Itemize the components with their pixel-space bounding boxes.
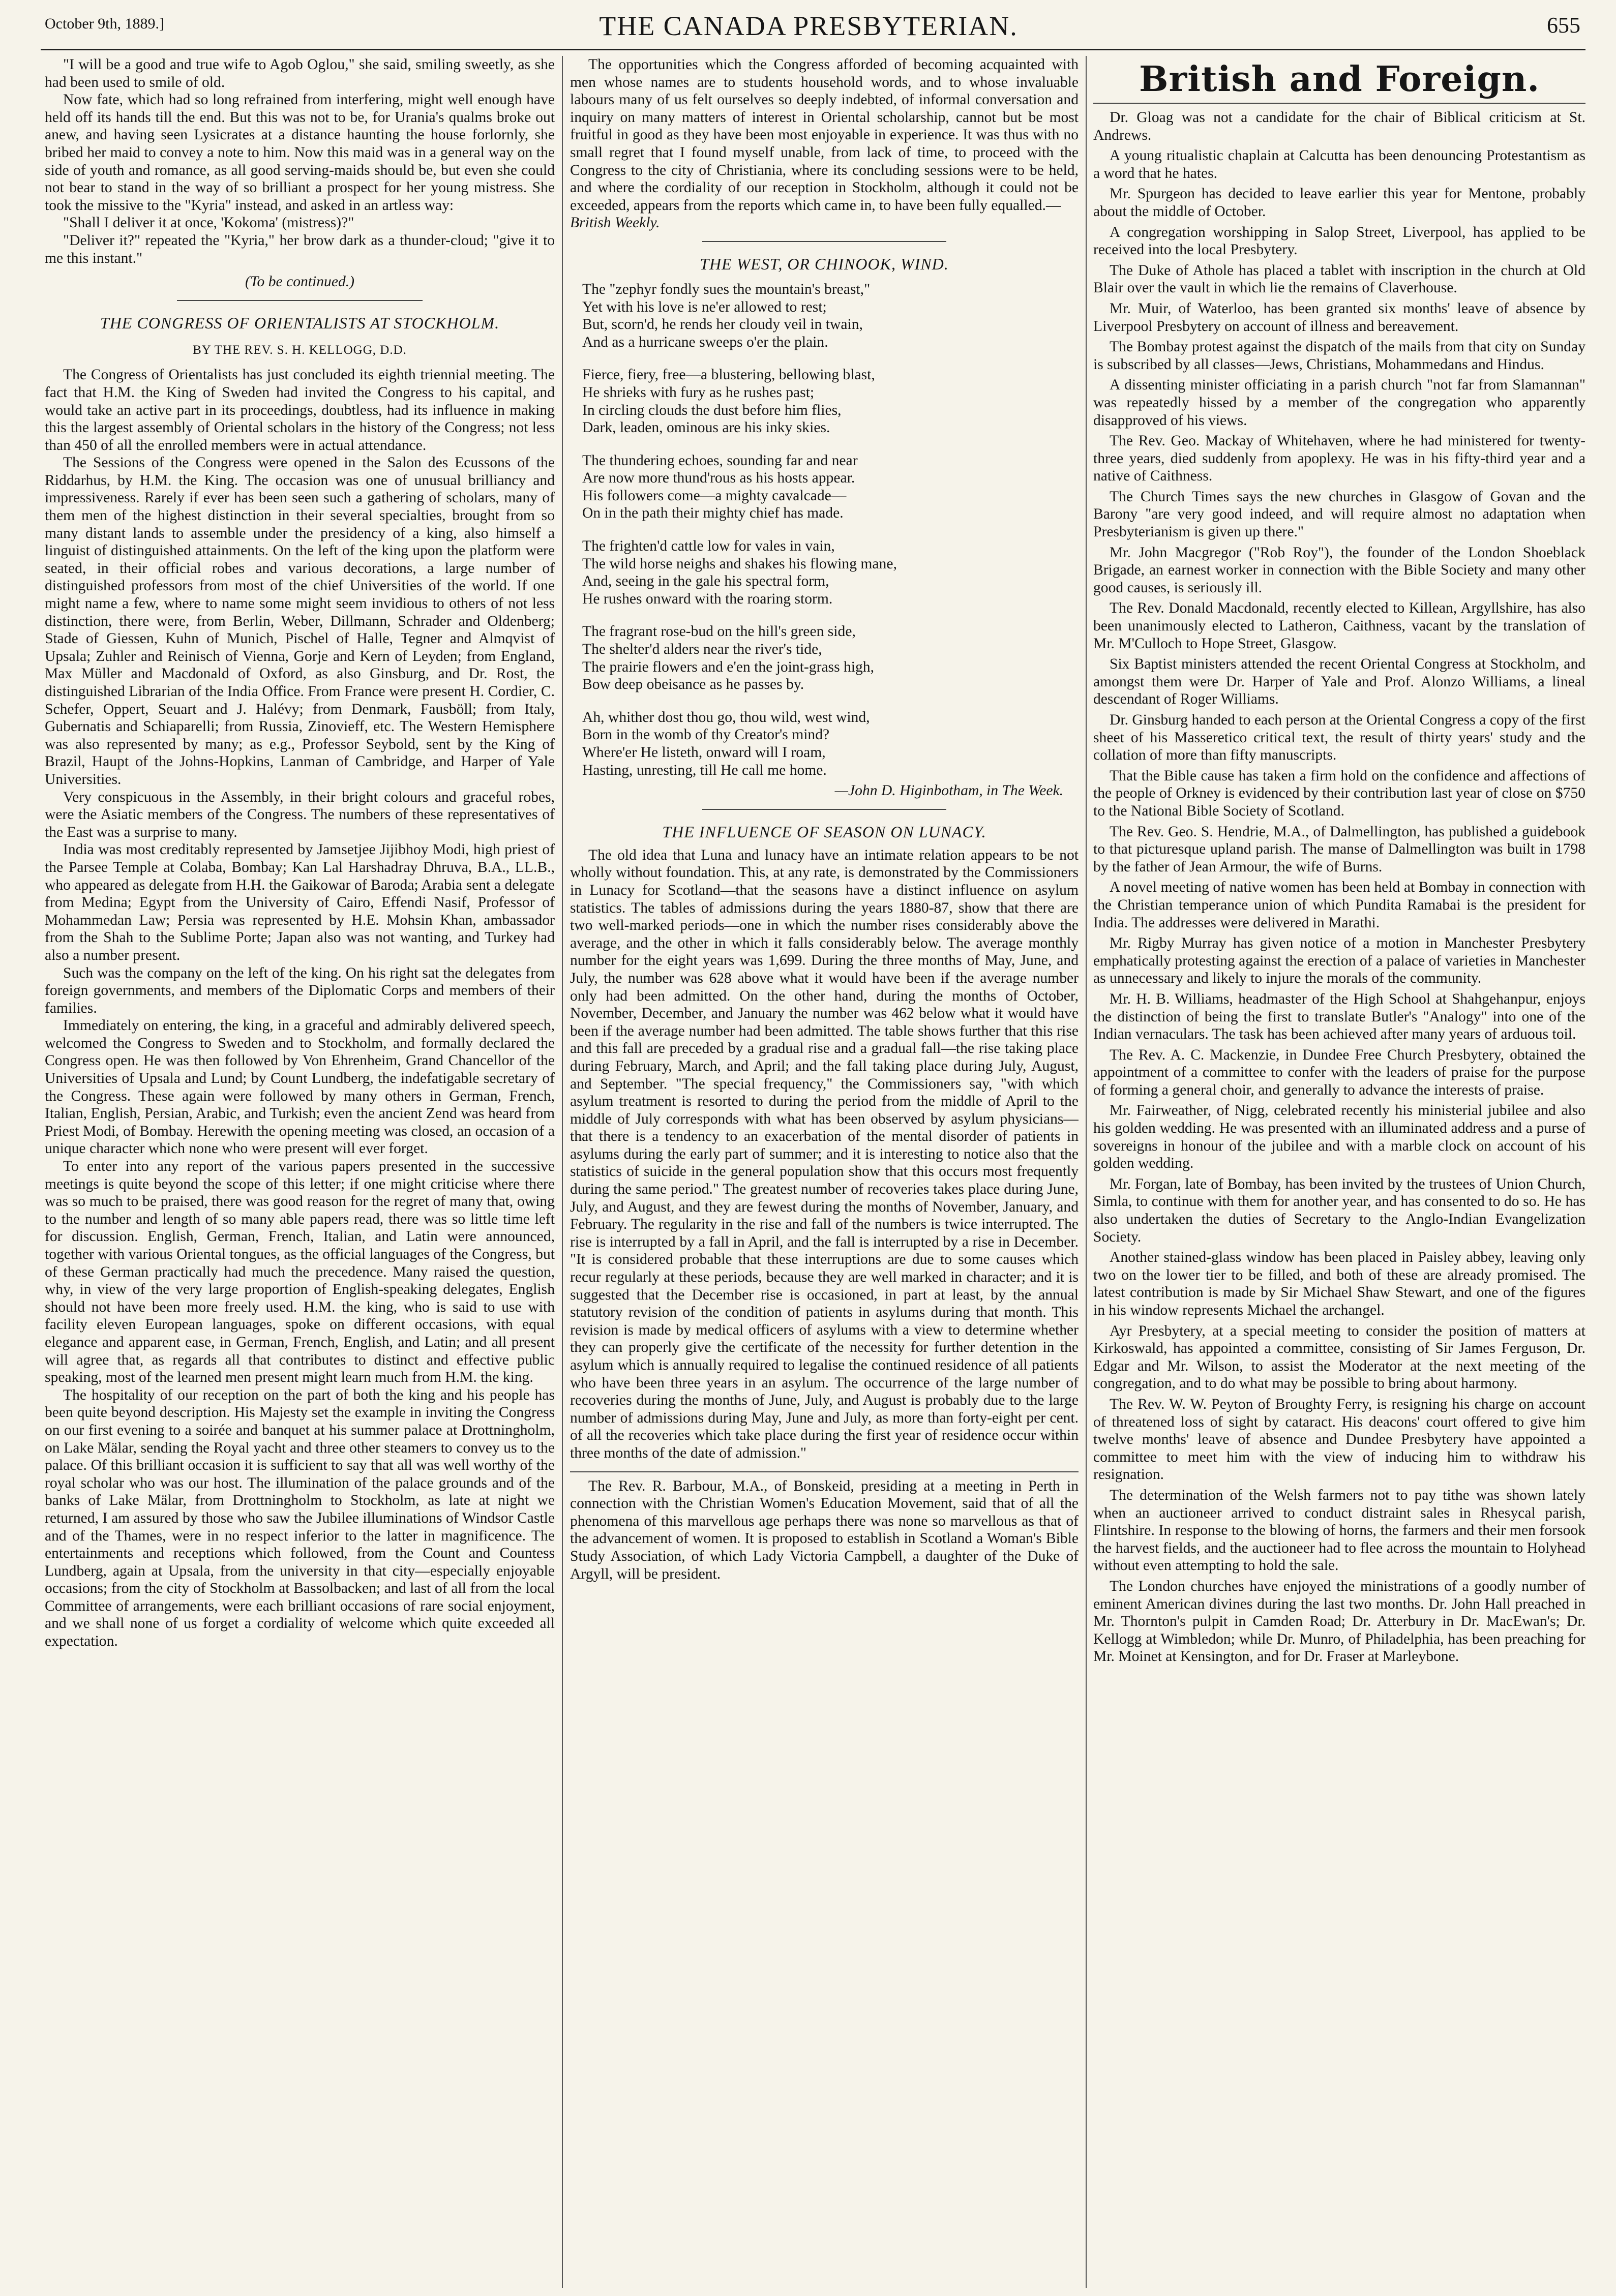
poem-attribution: —John D. Higinbotham, in The Week. [834, 782, 1063, 799]
news-item: Dr. Ginsburg handed to each person at the Oriental Congress a copy of the first sheet of his Masseretico critical text, the result of thirty years' study and the collation of more than fifty manuscripts. [1093, 712, 1585, 764]
section-rule [177, 300, 423, 301]
news-item: A dissenting minister officiating in a parish church "not far from Slamannan" was repeatedly hissed by a member of the congregation who apparently disapproved of his views. [1093, 377, 1585, 429]
poem-line: On in the path their mighty chief has made. [582, 505, 844, 522]
column-divider [562, 56, 563, 2288]
poem-line: His followers come—a mighty cavalcade— [582, 487, 847, 504]
stanza [582, 623, 1079, 693]
poem-line: And, seeing in the gale his spectral form, [582, 573, 829, 590]
poem-line: The thundering echoes, sounding far and near [582, 452, 858, 469]
article-title: THE INFLUENCE OF SEASON ON LUNACY. [662, 822, 986, 841]
poem-line: Fierce, fiery, free—a blustering, bellowing blast, [582, 367, 875, 383]
news-item: Mr. Fairweather, of Nigg, celebrated recently his ministerial jubilee and also his golden wedding. He was presented with an illuminated address and a purse of sovereigns in honour of the jubilee and with a marble clock on account of his golden wedding. [1093, 1102, 1585, 1172]
poem-line: Where'er He listeth, onward will I roam, [582, 744, 826, 761]
poem-line: Yet with his love is ne'er allowed to rest; [582, 298, 827, 315]
stanza [582, 366, 1079, 436]
news-item: The Duke of Athole has placed a tablet with inscription in the church at Old Blair over the vault in which lie the remains of Claverhouse. [1093, 262, 1585, 296]
news-item: The Church Times says the new churches in Glasgow of Govan and the Barony "are very good indeed, and will require almost no adaptation when Presbyterianism is given up there." [1093, 488, 1585, 540]
news-item: Mr. Forgan, late of Bombay, has been invited by the trustees of Union Church, Simla, to continue with them for another year, and has consented to do so. He has also undertaken the duties of Secretary to the Anglo-Indian Evangelization Society. [1093, 1175, 1585, 1245]
news-item: Mr. H. B. Williams, headmaster of the High School at Shahgehanpur, enjoys the distinction of being the first to translate Butler's "Analogy" into one of the Indian vernaculars. The task has been achieved after many years of arduous toil. [1093, 990, 1585, 1043]
poem-line: The "zephyr fondly sues the mountain's breast," [582, 281, 871, 297]
news-items [1093, 109, 1585, 1666]
story-continuation [45, 56, 555, 267]
header-date: October 9th, 1889.] [45, 15, 164, 32]
poem-line: The shelter'd alders near the river's tide, [582, 641, 822, 658]
news-item: Mr. Spurgeon has decided to leave earlier this year for Mentone, probably about the middle of October. [1093, 186, 1585, 220]
paragraph: Very conspicuous in the Assembly, in their bright colours and graceful robes, were the Asiatic members of the Congress. The numbers of these representatives of the East was a surprise to many. [45, 789, 555, 840]
poem [582, 281, 1079, 800]
paragraph: Such was the company on the left of the king. On his right sat the delegates from foreign governments, and members of the Diplomatic Corps and members of their families. [45, 964, 555, 1016]
news-item: The Rev. Donald Macdonald, recently elected to Killean, Argyllshire, has also been unanimously elected to Latheron, Caithness, vacant by the translation of Mr. M'Culloch to Hope Street, Glasgow. [1093, 600, 1585, 652]
section-rule [570, 1471, 1079, 1472]
paragraph: To enter into any report of the various papers presented in the successive meetings is quite beyond the scope of this letter; if one might criticise where there was so much to be praised, there was good reason for the regret of many that, owing to the number and length of so many able papers read, there was so little time left for discussion. English, German, French, Italian, and Latin were announced, together with various Oriental tongues, as the official languages of the Congress, but of these German practically had much the precedence. Many raised the question, why, in view of the very large proportion of English-speaking delegates, English should not have been more freely used. H.M. the king, who is said to use with facility eleven European languages, spoke on different occasions, with equal elegance and apparent ease, in German, French, English, and Latin; and all present will agree that, as regards all that contributes to distinct and effective public speaking, most of the learned men present might learn much from H.M. the king. [45, 1158, 555, 1386]
column-1 [45, 56, 555, 2283]
news-item: Mr. Rigby Murray has given notice of a motion in Manchester Presbytery emphatically protesting against the erection of a palace of varieties in Manchester as unnecessary and likely to injure the morals of the community. [1093, 935, 1585, 987]
news-item: The Bombay protest against the dispatch of the mails from that city on Sunday is subscribed by all classes—Jews, Christians, Mohammedans and Hindus. [1093, 339, 1585, 373]
news-item: Ayr Presbytery, at a special meeting to consider the position of matters at Kirkoswald, has appointed a committee, consisting of Sir James Ferguson, Dr. Edgar and Mr. Wilson, to assist the Moderator at the next meeting of the congregation, and to do what may be possible to bring about harmony. [1093, 1322, 1585, 1392]
section-rule [702, 809, 946, 810]
poem-line: Bow deep obeisance as he passes by. [582, 676, 804, 693]
news-item: The determination of the Welsh farmers not to pay tithe was shown lately when an auctioneer arrived to conduct distraint sales in Rhesycal parish, Flintshire. In response to the blowing of horns, the farmers and their men forsook the harvest fields, and the auctioneer had to flee across the mountain to Holyhead without even attempting to hold the sale. [1093, 1487, 1585, 1574]
paragraph: Immediately on entering, the king, in a graceful and admirably delivered speech, welcomed the Congress to Sweden and to Stockholm, and formally declared the Congress open. He was then followed by Von Ehrenheim, Grand Chancellor of the Universities of Upsala and Lund; by Count Lundberg, the indefatigable secretary of the Congress. These again were followed by many others in German, French, Italian, English, Persian, Arabic, and Turkish; even the ancient Zend was heard from Priest Modi, of Bombay. Herewith the opening meeting was closed, an occasion of a unique character which none who were present will ever forget. [45, 1017, 555, 1157]
poem-line: He rushes onward with the roaring storm. [582, 590, 833, 607]
news-item: The Rev. W. W. Peyton of Broughty Ferry, is resigning his charge on account of threatened loss of sight by cataract. His deacons' court offered to give him twelve months' leave of absence and Dundee Presbytery have appointed a committee to meet him with the view of inducing him to withdraw his resignation. [1093, 1396, 1585, 1483]
paragraph: The Sessions of the Congress were opened in the Salon des Ecussons of the Riddarhus, by H.M. the King. The occasion was one of unusual brilliancy and impressiveness. Rarely if ever has been seen such a gathering of scholars, many of them men of the highest distinction in their several specialties, brought from so many distant lands to assemble under the presidency of a king, also himself a linguist of distinguished attainments. On the left of the king upon the platform were seated, in their official robes and various decorations, a large number of distinguished professors from most of the chief Universities of the world. If one might name a few, where to name some might seem invidious to others of not less distinction, there were, from Berlin, Weber, Dillmann, Schrader and Oldenberg; Stade of Giessen, Kuhn of Munich, Pischel of Halle, Tegner and Almqvist of Upsala; Zuhler and Reinisch of Vienna, Gorje and Kern of Leyden; from England, Max Müller and Macdonald of Oxford, as also Ginsburg, and Dr. Rost, the distinguished Librarian of the India Office. From France were present H. Cordier, C. Schefer, Oppert, Seuart and J. Halévy; from Denmark, Fausböll; from Italy, Gubernatis and Schiaparelli; from Russia, Zinovieff, etc. The Western Hemisphere was also represented by many; as e.g., Professor Seybold, sent by the King of Brazil, Haupt of the Johns-Hopkins, Lanman of Cambridge, and Harper of Yale Universities. [45, 455, 555, 788]
poem-line: He shrieks with fury as he rushes past; [582, 384, 815, 401]
section-rule [1093, 103, 1585, 104]
section-rule [702, 241, 946, 242]
paragraph: "Shall I deliver it at once, 'Kokoma' (mistress)?" [63, 215, 354, 231]
stanza [582, 709, 1079, 779]
news-item: Dr. Gloag was not a candidate for the chair of Biblical criticism at St. Andrews. [1093, 109, 1585, 143]
paragraph: Now fate, which had so long refrained from interfering, might well enough have held off its hands till the end. But this was not to be, for Urania's qualms broke out anew, and having seen Lysicrates at a distance haunting the house forlornly, she bribed her maid to convey a note to him. Now this maid was in a general way on the side of youth and romance, as all good serving-maids should be, but even she could not bear to stand in the way of so brilliant a prospect for her young mistress. She took the missive to the "Kyria" instead, and asked in an artless way: [45, 92, 555, 214]
news-item: The Rev. Geo. S. Hendrie, M.A., of Dalmellington, has published a guidebook to that picturesque upland parish. The manse of Dalmellington was built in 1798 by the father of Jean Armour, the wife of Burns. [1093, 823, 1585, 875]
column-divider [1086, 56, 1087, 2288]
stanza [582, 537, 1079, 608]
news-item: Another stained-glass window has been placed in Paisley abbey, leaving only two on the lower tier to be filled, and both of these are already promised. The latest contribution is made by Sir Michael Shaw Stewart, and one of the figures in his window represents Michael the archangel. [1093, 1249, 1585, 1318]
paragraph: "I will be a good and true wife to Agob Oglou," she said, smiling sweetly, as she had been used to smile of old. [45, 56, 555, 90]
paragraph: "Deliver it?" repeated the "Kyria," her brow dark as a thunder-cloud; "give it to me this instant." [45, 232, 555, 266]
stanza [582, 281, 1079, 351]
stanza [582, 452, 1079, 522]
poem-line: Are now more thund'rous as his hosts appear. [582, 470, 855, 487]
poem-line: And as a hurricane sweeps o'er the plain. [582, 334, 828, 350]
poem-line: Hasting, unresting, till He call me home. [582, 762, 827, 778]
poem-line: The prairie flowers and e'en the joint-grass high, [582, 658, 875, 675]
paragraph: The Rev. R. Barbour, M.A., of Bonskeid, presiding at a meeting in Perth in connection with the Christian Women's Education Movement, said that of all the phenomena of this marvellous age perhaps there was none so marvellous as that of the advancement of women. It is proposed to establish in Scotland a Woman's Bible Study Association, of which Lady Victoria Campbell, a daughter of the Duke of Argyll, will be president. [570, 1477, 1079, 1582]
news-item: The Rev. Geo. Mackay of Whitehaven, where he had ministered for twenty-three years, died suddenly from apoplexy. He was in his fifty-third year and a native of Caithness. [1093, 433, 1585, 485]
byline: BY THE REV. S. H. KELLOGG, D.D. [193, 343, 407, 357]
to-be-continued: (To be continued.) [245, 274, 355, 290]
column-2 [570, 56, 1079, 2283]
poem-line: The fragrant rose-bud on the hill's green side, [582, 623, 856, 640]
poem-line: But, scorn'd, he rends her cloudy veil in twain, [582, 316, 863, 333]
news-item: The Rev. A. C. Mackenzie, in Dundee Free Church Presbytery, obtained the appointment of a committee to confer with the leaders of praise for the purpose of forming a general choir, and generally to advance the interests of praise. [1093, 1046, 1585, 1098]
paragraph: The old idea that Luna and lunacy have an intimate relation appears to be not wholly without foundation. This, at any rate, is demonstrated by the Commissioners in Lunacy for Scotland—that the seasons have a distinct influence on asylum statistics. The tables of admissions during the years 1880-87, show that there are two well-marked periods—one in which the number rises considerably above the average, and the other in which it falls considerably below. The average monthly number for the eight years was 1,699. During the three months of May, June, and July, the number was 628 above what it would have been if the average number only had been admitted. On the other hand, during the months of October, November, December, and January the number was 462 below what it would have been if the average number had been admitted. The table shows further that this rise and this fall are preceded by a gradual rise and a gradual fall—the rise taking place during February, March, and April; and the fall taking place during July, August, and September. "The special frequency," the Commissioners say, "with which asylum treatment is resorted to during the period from the middle of April to the middle of July corresponds with what has been observed by asylum physicians—that there is a tendency to an exacerbation of the mental disorder of patients in asylums during the early part of summer; and it is interesting to notice also that the statistics of suicide in the general population show that this occurs most frequently during the same period." The greatest number of recoveries takes place during June, July, and August, and they are fewest during the months of November, January, and February. The regularity in the rise and fall of the numbers is twice interrupted. The rise is interrupted by a fall in April, and the fall is interrupted by a rise in December. "It is considered probable that these interruptions are due to some causes which recur regularly at these periods, because they are well marked in character; and it is suggested that the December rise is occasioned, in part at least, by the annual statutory revision of the condition of patients in asylums during that month. This revision is made by medical officers of asylums with a view to determine whether they can properly give the certificate of the necessity for further detention in the asylum which is annually required to legalise the continued residence of all patients who have been three years in an asylum. The occurrence of the large number of recoveries during the months of June, July, and August is probably due to the large number of admissions during May, June and July, as more than forty-eight per cent. of all the recoveries which take place during the first year of residence occur within three months of the date of admission." [570, 847, 1079, 1461]
section-title: British and Foreign. [1139, 59, 1540, 100]
poem-line: Ah, whither dost thou go, thou wild, west wind, [582, 709, 870, 726]
news-item: A young ritualistic chaplain at Calcutta has been denouncing Protestantism as a word that he hates. [1093, 147, 1585, 182]
poem-line: In circling clouds the dust before him flies, [582, 402, 842, 418]
paragraph: The opportunities which the Congress afforded of becoming acquainted with men whose names are to students household words, and to whose invaluable labours many of us felt ourselves so deeply indebted, of informal conversation and inquiry on many matters of interest in Oriental scholarship, cannot but be most fruitful in good as they have been most enjoyable in experience. It was thus with no small regret that I found myself unable, from lack of time, to proceed with the Congress to the city of Christiania, where its concluding sessions were to be held, and where the cordiality of our reception in Stockholm, although it could not be exceeded, appears from the reports which came in, to have been fully equalled.— [570, 56, 1079, 214]
news-item: A novel meeting of native women has been held at Bombay in connection with the Christian temperance union of which Pundita Ramabai is the president for India. The addresses were delivered in Marathi. [1093, 879, 1585, 931]
poem-line: Dark, leaden, ominous are his inky skies. [582, 419, 830, 436]
header-rule [41, 49, 1585, 50]
article-title: THE CONGRESS OF ORIENTALISTS AT STOCKHOLM. [100, 313, 500, 332]
news-item: That the Bible cause has taken a firm hold on the confidence and affections of the people of Orkney is evidenced by their contribution last year of close on $750 to the National Bible Society of Scotland. [1093, 767, 1585, 819]
masthead-title: THE CANADA PRESBYTERIAN. [599, 11, 1018, 41]
news-item: Mr. John Macgregor ("Rob Roy"), the founder of the London Shoeblack Brigade, an earnest worker in connection with the Bible Society and many other good causes, is seriously ill. [1093, 544, 1585, 596]
paragraph: India was most creditably represented by Jamsetjee Jijibhoy Modi, high priest of the Parsee Temple at Colaba, Bombay; Kan Lal Harshadray Dhruva, B.A., LL.B., who appeared as delegate from H.H. the Gaikowar of Baroda; Arabia sent a delegate from Medina; Egypt from the University of Cairo, Effendi Nasif, Professor of Mohammedan Law; Persia was represented by H.E. Mohsin Khan, ambassador from the Shah to the Sublime Porte; Japan also was not wanting, and Turkey had also a number present. [45, 841, 555, 963]
source-credit: British Weekly. [570, 215, 660, 231]
news-item: Mr. Muir, of Waterloo, has been granted six months' leave of absence by Liverpool Presbytery on account of illness and bereavement. [1093, 300, 1585, 335]
poem-line: Born in the womb of thy Creator's mind? [582, 727, 830, 743]
paragraph: The Congress of Orientalists has just concluded its eighth triennial meeting. The fact that H.M. the King of Sweden had invited the Congress to his capital, and would take an active part in its proceedings, doubtless, had its influence in making this the largest assembly of Oriental scholars in the history of the Congress; not less than 450 of all the enrolled members were in actual attendance. [45, 367, 555, 454]
paragraph: The hospitality of our reception on the part of both the king and his people has been quite beyond description. His Majesty set the example in inviting the Congress on our first evening to a soirée and banquet at his summer palace at Drottningholm, on Lake Mälar, sending the Royal yacht and three other steamers to convey us to the palace. Of this brilliant occasion it is sufficient to say that all was well worthy of the royal scholar who was our host. The illumination of the palace grounds and of the banks of Lake Mälar, from Drottningholm to Stockholm, as late at night we returned, I am assured by those who saw the Jubilee illuminations of Windsor Castle and of the Thames, were in no respect inferior to the latter in magnificence. The entertainments and receptions which followed, from the Count and Countess Lundberg, again at Upsala, from the university in that city—especially enjoyable occasions; from the city of Stockholm at Bassolbacken; and last of all from the local Committee of arrangements, were each brilliant occasions of rare social enjoyment, and we shall none of us forget a cordiality of welcome which quite exceeded all expectation. [45, 1386, 555, 1650]
page-number: 655 [1547, 13, 1580, 38]
poem-line: The frighten'd cattle low for vales in vain, [582, 538, 835, 555]
news-item: Six Baptist ministers attended the recent Oriental Congress at Stockholm, and amongst them were Dr. Harper of Yale and Prof. Alonzo Williams, a lineal descendant of Roger Williams. [1093, 656, 1585, 708]
poem-title: THE WEST, OR CHINOOK, WIND. [700, 254, 949, 273]
news-item: A congregation worshipping in Salop Street, Liverpool, has applied to be received into the local Presbytery. [1093, 224, 1585, 258]
column-3 [1093, 56, 1585, 2283]
news-item: The London churches have enjoyed the ministrations of a goodly number of eminent American divines during the last two months. Dr. John Hall preached in Mr. Thornton's pulpit in Camden Road; Dr. Atterbury in Dr. MacEwan's; Dr. Kellogg at Wimbledon; while Dr. Munro, of Philadelphia, has been preaching for Mr. Moinet at Kensington, and for Dr. Fraser at Marleybone. [1093, 1578, 1585, 1665]
poem-line: The wild horse neighs and shakes his flowing mane, [582, 555, 897, 572]
